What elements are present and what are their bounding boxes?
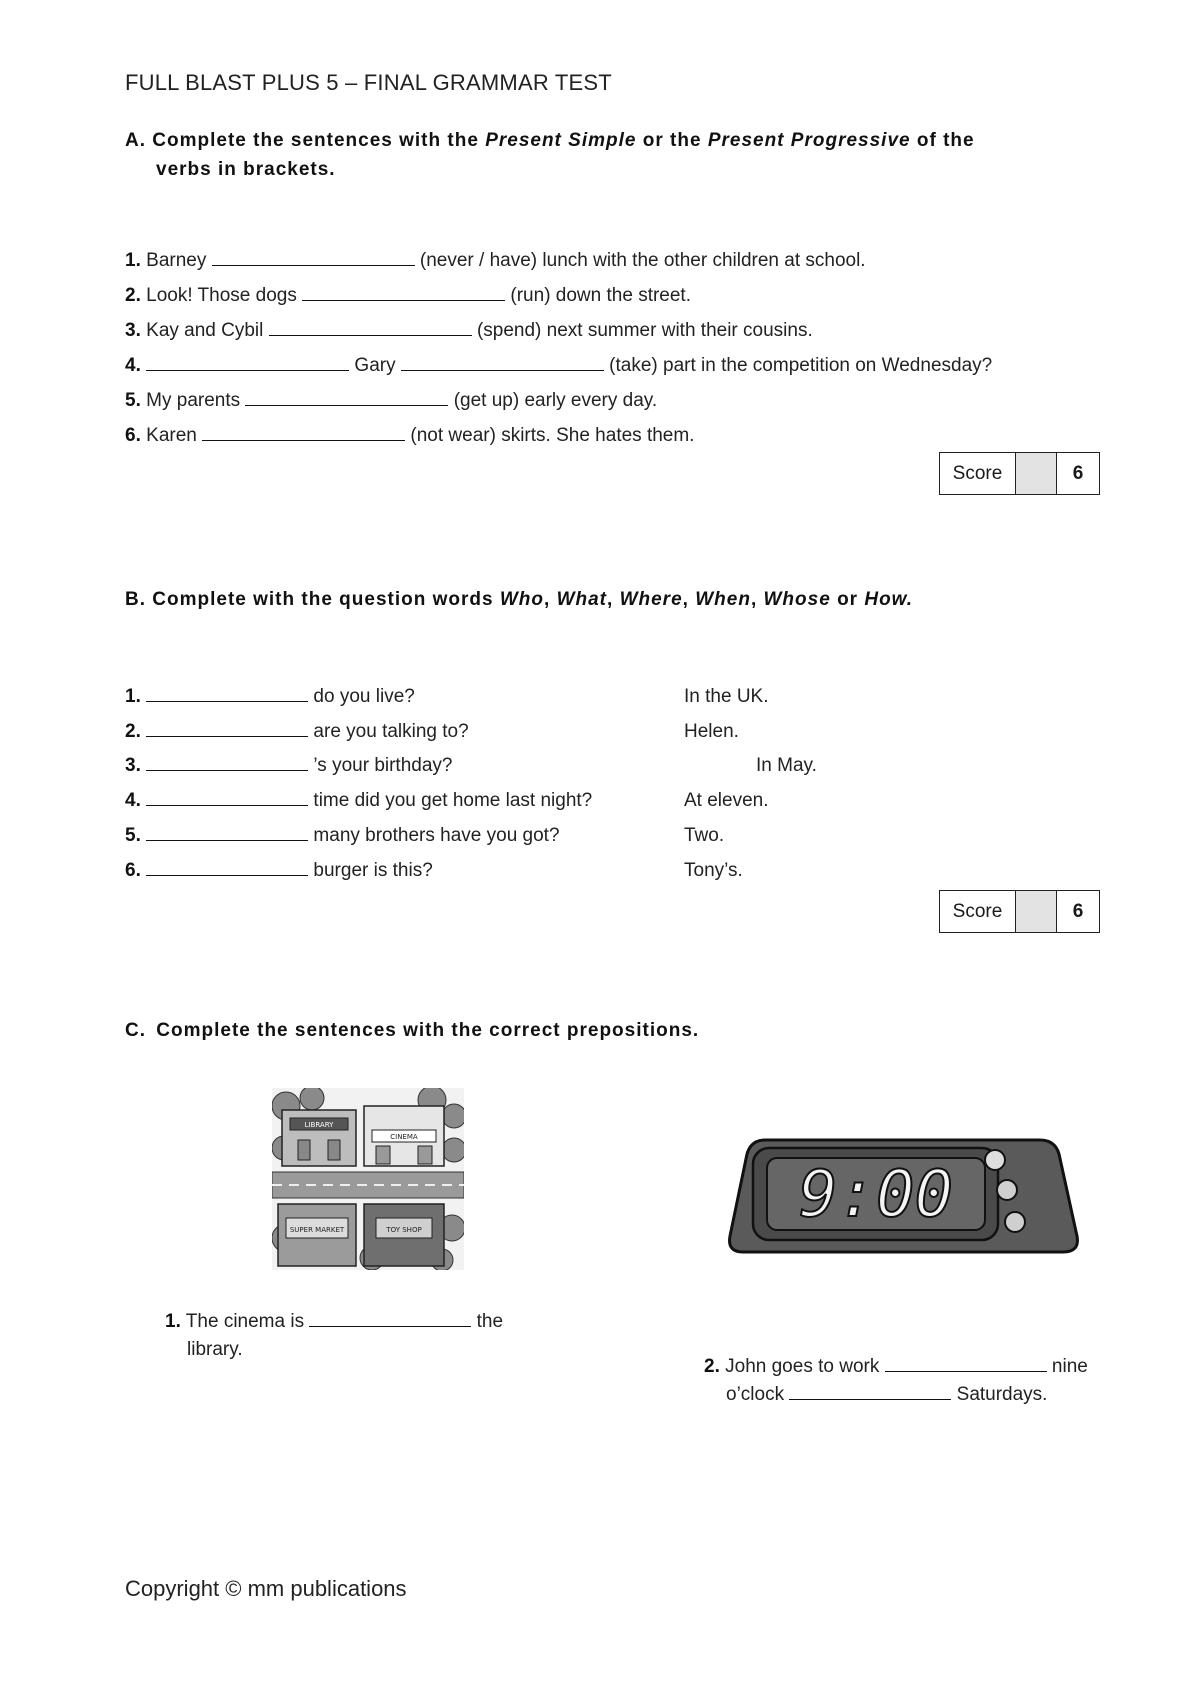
answer-blank[interactable] [146,860,308,876]
answer-blank[interactable] [789,1384,951,1400]
clock-button [997,1180,1017,1200]
answer-blank[interactable] [401,355,604,371]
answer-blank[interactable] [302,285,505,301]
answer-b-4: At eleven. [684,790,769,811]
answer-blank[interactable] [146,755,308,771]
answer-b-6: Tony’s. [684,860,743,881]
answer-blank[interactable] [146,825,308,841]
section-a-instructions: A. Complete the sentences with the Present Simple or the Present Progressive of the verbs in brackets. [125,130,975,180]
score-entry[interactable] [1016,453,1057,494]
answer-blank[interactable] [146,686,308,702]
question-a-6: 6. Karen (not wear) skirts. She hates them. [125,425,695,446]
score-label: Score [940,891,1016,932]
question-c-1: 1. The cinema is the library. [165,1311,504,1360]
question-c-2: 2. John goes to work nine o’clock Saturdays. [704,1356,1088,1405]
score-box-a [939,452,1100,495]
clock-time: 9:00 [798,1158,954,1232]
clock-button [1005,1212,1025,1232]
street-illustration [272,1088,464,1270]
clock-button [985,1150,1005,1170]
question-b-2: 2. are you talking to? [125,721,469,742]
answer-b-5: Two. [684,825,725,846]
question-a-4: 4. Gary (take) part in the competition on Wednesday? [125,355,993,376]
answer-blank[interactable] [212,250,415,266]
score-max: 6 [1072,462,1084,484]
score-box-b [939,890,1100,933]
score-label: Score [940,453,1016,494]
answer-blank[interactable] [202,425,405,441]
question-b-3: 3. ’s your birthday? [125,755,453,776]
answer-blank[interactable] [245,390,448,406]
answer-blank[interactable] [269,320,472,336]
answer-blank[interactable] [309,1311,471,1327]
supermarket-sign: SUPER MARKET [289,1226,345,1234]
digital-clock-illustration [725,1128,1080,1258]
library-sign: LIBRARY [304,1121,334,1129]
question-a-5: 5. My parents (get up) early every day. [125,390,658,411]
answer-blank[interactable] [885,1356,1047,1372]
answer-b-3: In May. [756,755,817,776]
section-c-instructions: C. Complete the sentences with the correct prepositions. [125,1020,700,1041]
answer-blank[interactable] [146,790,308,806]
score-entry[interactable] [1016,891,1057,932]
page-title: FULL BLAST PLUS 5 – FINAL GRAMMAR TEST [125,70,612,95]
question-b-1: 1. do you live? [125,686,415,707]
section-b-letter: B. [125,589,146,610]
question-b-6: 6. burger is this? [125,860,433,881]
toyshop-sign: TOY SHOP [386,1226,422,1234]
answer-b-1: In the UK. [684,686,769,707]
section-c-letter: C. [125,1020,146,1041]
cinema-sign: CINEMA [390,1133,418,1141]
question-b-4: 4. time did you get home last night? [125,790,593,811]
copyright-footer: Copyright © mm publications [125,1576,407,1601]
section-a-letter: A. [125,130,146,151]
answer-b-2: Helen. [684,721,739,742]
question-a-1: 1. Barney (never / have) lunch with the other children at school. [125,250,866,271]
score-max: 6 [1072,900,1084,922]
question-a-2: 2. Look! Those dogs (run) down the street. [125,285,691,306]
answer-blank[interactable] [146,721,308,737]
answer-blank[interactable] [146,355,349,371]
section-b-instructions: B. Complete with the question words Who, What, Where, When, Whose or How. [125,589,914,610]
question-b-5: 5. many brothers have you got? [125,825,560,846]
question-a-3: 3. Kay and Cybil (spend) next summer with their cousins. [125,320,813,341]
